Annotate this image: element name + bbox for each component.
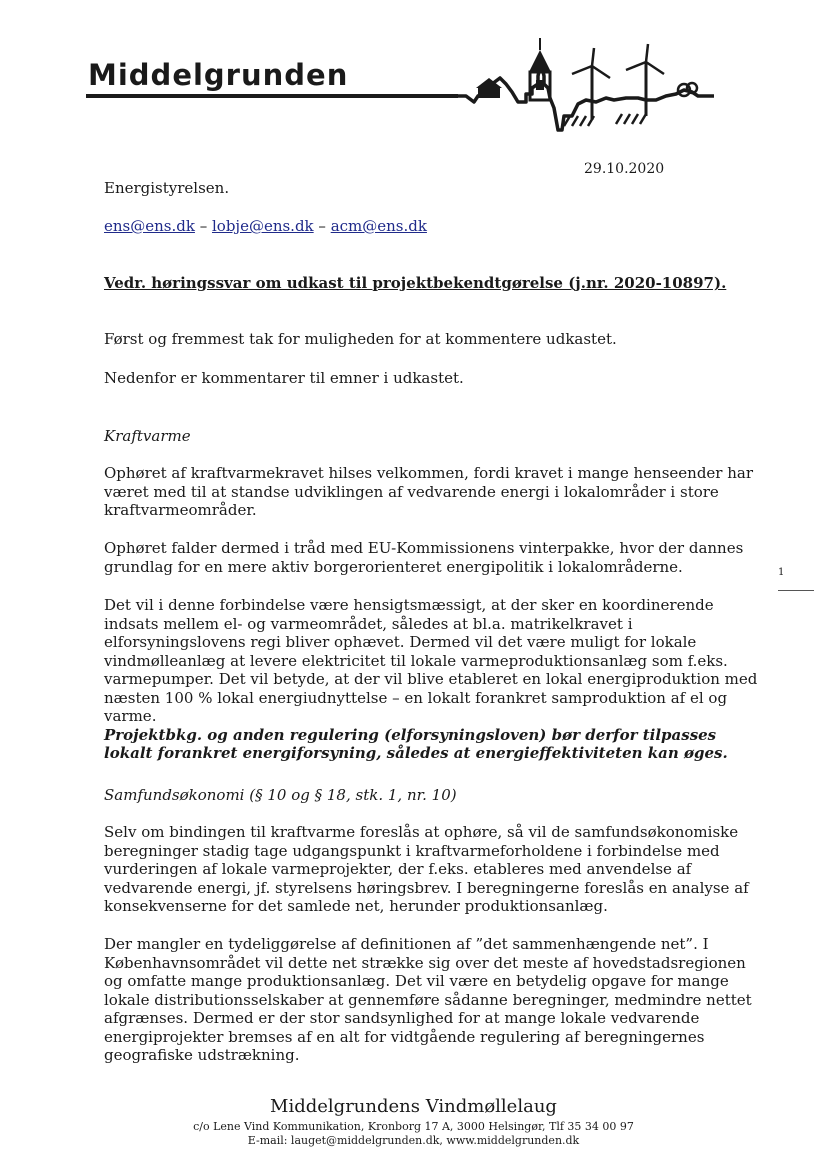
intro-paragraph-1: Først og fremmest tak for muligheden for at kommentere udkastet.	[104, 330, 617, 348]
email-link-lobje[interactable]: lobje@ens.dk	[211, 217, 314, 235]
section2-paragraph-1: Selv om bindingen til kraftvarme foreslås at ophøre, så vil de samfundsøkonomiske beregninger stadig tage udgangspunkt i kraftvarmeforholdene i forbindelse med vurderingen af lokale varmeprojekter, der f.eks. etableres med anvendelse af vedvarende energi, jf. styrelsens høringsbrev. I beregningerne foreslås en analyse af konsekvenserne for det samlede net, herunder produktionsanlæg.	[104, 823, 749, 915]
email-links	[104, 217, 427, 235]
section1-paragraph-1: Ophøret af kraftvarmekravet hilses velkommen, fordi kravet i mange henseender har været med til at standse udviklingen af vedvarende energi i lokalområder i store kraftvarmeområder.	[104, 464, 754, 519]
section-heading-kraftvarme: Kraftvarme	[104, 427, 191, 445]
logo-skyline-graphic	[86, 36, 726, 136]
subject-line: Vedr. høringssvar om udkast til projektbekendtgørelse (j.nr. 2020-10897).	[104, 274, 727, 292]
section-heading-samfundsokonomi: Samfundsøkonomi (§ 10 og § 18, stk. 1, nr. 10)	[104, 786, 457, 804]
section2-paragraph-2: Der mangler en tydeliggørelse af definitionen af ”det sammenhængende net”. I Københavnsområdet vil dette net strække sig over det meste af hovedstadsregionen og omfatte mange produktionsanlæg. Det vil være en betydelig opgave for mange lokale distributionsselskaber at gennemføre sådanne beregninger, medmindre nettet afgrænses. Dermed er der stor sandsynlighed for at mange lokale vedvarende energiprojekter bremses af en alt for vidtgående regulering af beregningernes geografiske udstrækning.	[104, 935, 752, 1064]
footer-org-name: Middelgrundens Vindmøllelaug	[270, 1096, 557, 1117]
footer-contact: E-mail: lauget@middelgrunden.dk, www.middelgrunden.dk	[247, 1134, 580, 1147]
email-separator: –	[194, 217, 212, 235]
email-link-ens[interactable]: ens@ens.dk	[104, 217, 195, 235]
page-number: 1	[778, 567, 785, 578]
email-separator: –	[313, 217, 331, 235]
section1-paragraph-3-block	[104, 596, 764, 763]
section1-paragraph-2: Ophøret falder dermed i tråd med EU-Kommissionens vinterpakke, hvor der dannes grundlag for en mere aktiv borgerorienteret energipolitik i lokalområderne.	[104, 539, 744, 576]
section1-paragraph-3: Det vil i denne forbindelse være hensigtsmæssigt, at der sker en koordinerende indsats mellem el- og varmeområdet, således at bl.a. matrikelkravet i elforsyningslovens regi bliver ophævet. Dermed vil det være muligt for lokale vindmølleanlæg at levere elektricitet til lokale varmeproduktionsanlæg som f.eks. varmepumper. Det vil betyde, at der vil blive etableret en lokal energiproduktion med næsten 100 % lokal energiudnyttelse – en lokalt forankret samproduktion af el og varme.	[104, 596, 758, 725]
intro-paragraph-2: Nedenfor er kommentarer til emner i udkastet.	[104, 369, 464, 387]
recipient: Energistyrelsen.	[104, 179, 230, 197]
letter-date: 29.10.2020	[584, 161, 665, 177]
logo-title: Middelgrunden	[88, 58, 349, 92]
page-number-rule	[778, 590, 814, 591]
email-link-acm[interactable]: acm@ens.dk	[330, 217, 427, 235]
section1-emphasis: Projektbkg. og anden regulering (elforsyningsloven) bør derfor tilpasses lokalt forankret energiforsyning, således at energieffektiviteten kan øges.	[104, 725, 728, 762]
footer-address: c/o Lene Vind Kommunikation, Kronborg 17 A, 3000 Helsingør, Tlf 35 34 00 97	[193, 1120, 634, 1133]
